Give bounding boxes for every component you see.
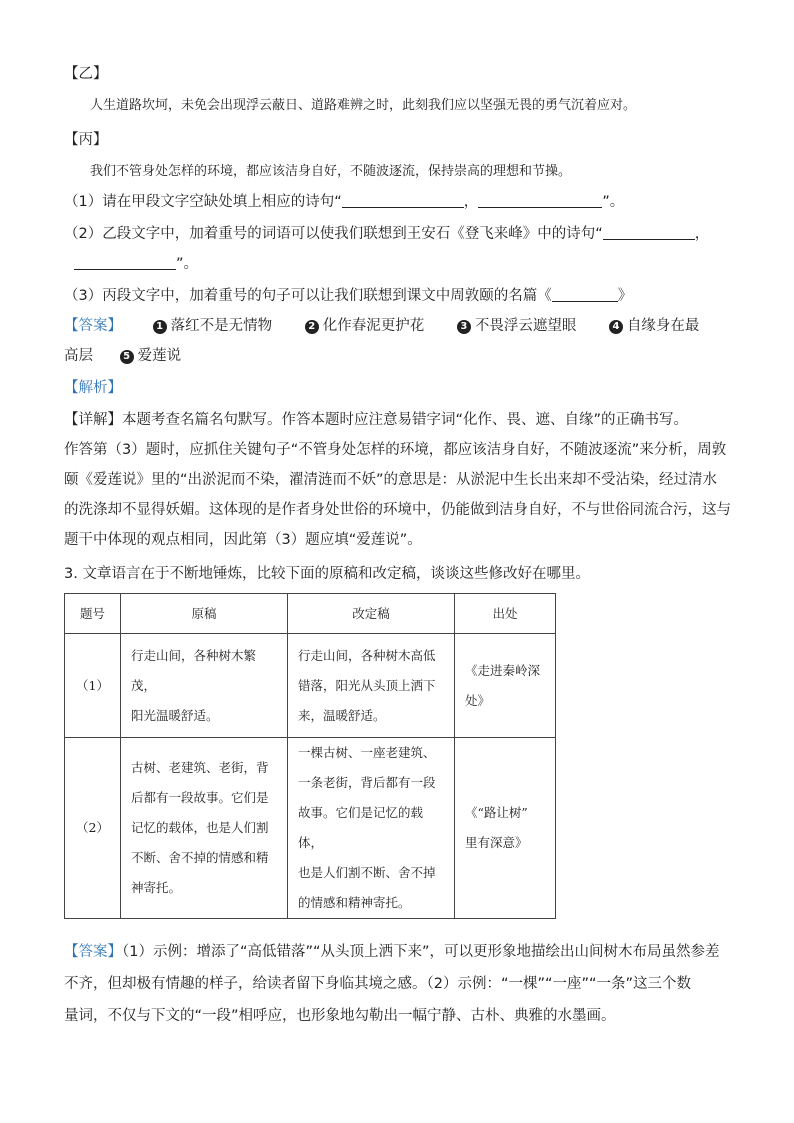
source-cell: 《“路让树” 里有深意》 xyxy=(455,738,556,919)
analysis-label: 【解析】 xyxy=(64,380,122,396)
revised-cell: 一棵古树、一座老建筑、 一条老街，背后都有一段 故事。它们是记忆的载体， 也是人们割不断、舍不掉 的情感和精神寄托。 xyxy=(288,738,455,919)
answer-blank xyxy=(478,193,602,208)
answer-blank xyxy=(342,193,464,208)
table-header-row xyxy=(65,594,556,634)
original-cell: 古树、老建筑、老街，背 后都有一段故事。它们是 记忆的载体，也是人们割 不断、舍不掉的情感和精 神寄托。 xyxy=(121,738,288,919)
heading-bing: 【丙】 xyxy=(64,132,108,148)
heading-yi: 【乙】 xyxy=(64,66,108,82)
circle-number: 2 xyxy=(305,320,319,334)
table-header: 原稿 xyxy=(121,594,288,634)
answer-blank xyxy=(74,255,176,270)
table-header: 出处 xyxy=(455,594,556,634)
analysis-line: 题干中体现的观点相同，因此第（3）题应填“爱莲说”。 xyxy=(64,532,422,548)
table-row xyxy=(65,738,556,919)
answer-label: 【答案】 xyxy=(64,318,122,334)
question-1: （1）请在甲段文字空缺处填上相应的诗句“ ， ”。 xyxy=(64,194,625,210)
question-2-cont: ”。 xyxy=(74,254,198,274)
circle-number: 4 xyxy=(609,320,623,334)
question-3: （3）丙段文字中，加着重号的句子可以让我们联想到课文中周敦颐的名篇《 》 xyxy=(64,288,633,304)
analysis-line: 【详解】本题考查名篇名句默写。作答本题时应注意易错字词“化作、畏、遮、自缘”的正确书写。 xyxy=(64,412,689,428)
revision-table xyxy=(64,593,556,919)
row-number: （1） xyxy=(65,634,121,738)
analysis-line: 颐《爱莲说》里的“出淤泥而不染，濯清涟而不妖”的意思是：从淤泥中生长出来却不受沾染，经过清水 xyxy=(64,472,718,488)
passage-bing: 我们不管身处怎样的环境，都应该洁身自好，不随波逐流，保持崇高的理想和节操。 xyxy=(90,164,572,179)
source-cell: 《走进秦岭深 处》 xyxy=(455,634,556,738)
question-2: （2）乙段文字中，加着重号的词语可以使我们联想到王安石《登飞来峰》中的诗句“ ， xyxy=(64,226,710,242)
question-3-title: 3. 文章语言在于不断地锤炼，比较下面的原稿和改定稿，谈谈这些修改好在哪里。 xyxy=(64,566,590,582)
analysis-line: 作答第（3）题时，应抓住关键句子“不管身处怎样的环境，都应该洁身自好，不随波逐流”来分析，周敦 xyxy=(64,442,727,458)
analysis-line: 的洗涤却不显得妖媚。这体现的是作者身处世俗的环境中，仍能做到洁身自好，不与世俗同流合污，这与 xyxy=(64,502,731,518)
answer-blank xyxy=(603,225,695,240)
revised-cell: 行走山间，各种树木高低 错落，阳光从头顶上洒下 来，温暖舒适。 xyxy=(288,634,455,738)
answer-block-1-cont: 高层 5 爱莲说 xyxy=(64,348,182,364)
answer-label: 【答案】 xyxy=(64,944,122,960)
answer-line: 不齐，但却极有情趣的样子，给读者留下身临其境之感。（2）示例：“一棵”“一座”“一条”这三个数 xyxy=(64,976,692,992)
row-number: （2） xyxy=(65,738,121,919)
table-header: 题号 xyxy=(65,594,121,634)
original-cell: 行走山间，各种树木繁茂， 阳光温暖舒适。 xyxy=(121,634,288,738)
answer-blank xyxy=(552,287,618,302)
circle-number: 5 xyxy=(120,350,134,364)
circle-number: 1 xyxy=(153,320,167,334)
answer-block-1: 【答案】 1 落红不是无情物 2 化作春泥更护花 3 不畏浮云遮望眼 4 自缘身在最 xyxy=(64,318,700,334)
answer-line: 量词，不仅与下文的“一段”相呼应，也形象地勾勒出一幅宁静、古朴、典雅的水墨画。 xyxy=(64,1008,616,1024)
passage-yi: 人生道路坎坷，未免会出现浮云蔽日、道路难辨之时，此刻我们应以坚强无畏的勇气沉着应对。 xyxy=(90,98,637,113)
answer-block-2: 【答案】（1）示例：增添了“高低错落”“从头顶上洒下来”，可以更形象地描绘出山间树木布局虽然参差 xyxy=(64,944,720,960)
circle-number: 3 xyxy=(457,320,471,334)
table-row xyxy=(65,634,556,738)
table-header: 改定稿 xyxy=(288,594,455,634)
